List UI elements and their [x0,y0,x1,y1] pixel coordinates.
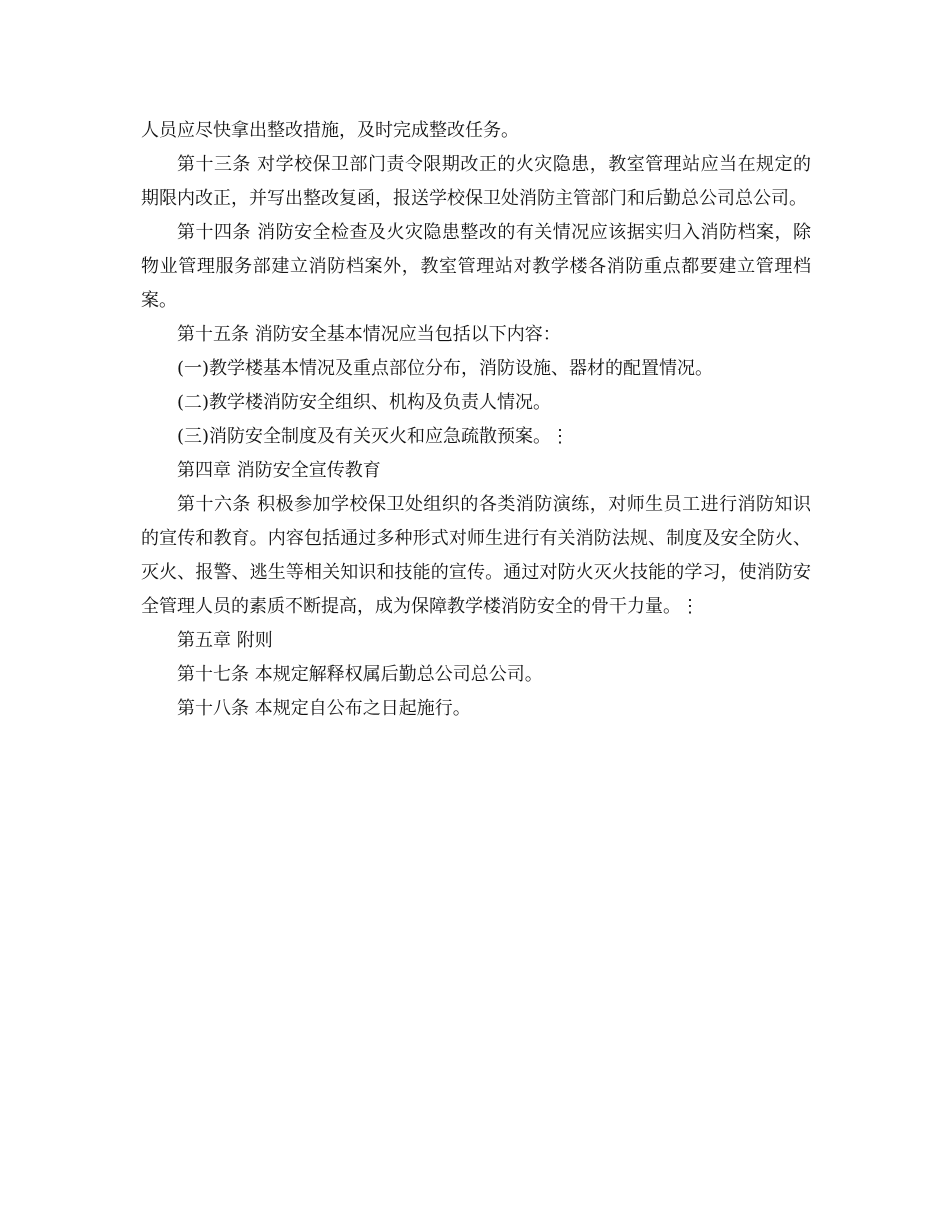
document-body [141,114,811,726]
article-15-item-3: (三)消防安全制度及有关灭火和应急疏散预案。⋮ [177,426,570,447]
article-15: 第十五条 消防安全基本情况应当包括以下内容： [177,324,561,345]
article-16: 第十六条 积极参加学校保卫处组织的各类消防演练，对师生员工进行消防知识的宣传和教育。内容包括通过多种形式对师生进行有关消防法规、制度及安全防火、灭火、报警、逃生等相关知识和技能的宣传。通过对防火灭火技能的学习，使消防安全管理人员的素质不断提高，成为保障教学楼消防安全的骨干力量。⋮ [141,494,811,617]
article-14: 第十四条 消防安全检查及火灾隐患整改的有关情况应该据实归入消防档案，除物业管理服务部建立消防档案外，教室管理站对教学楼各消防重点都要建立管理档案。 [141,222,811,311]
chapter-5-heading: 第五章 附则 [177,630,273,651]
article-15-item-1: (一)教学楼基本情况及重点部位分布，消防设施、器材的配置情况。 [177,358,714,379]
article-15-item-2: (二)教学楼消防安全组织、机构及负责人情况。 [177,392,552,413]
article-17: 第十七条 本规定解释权属后勤总公司总公司。 [177,664,543,685]
article-18: 第十八条 本规定自公布之日起施行。 [177,698,471,719]
paragraph-continuation: 人员应尽快拿出整改措施，及时完成整改任务。 [141,120,519,141]
chapter-4-heading: 第四章 消防安全宣传教育 [177,460,381,481]
article-13: 第十三条 对学校保卫部门责令限期改正的火灾隐患，教室管理站应当在规定的期限内改正，并写出整改复函，报送学校保卫处消防主管部门和后勤总公司总公司。 [141,154,811,209]
